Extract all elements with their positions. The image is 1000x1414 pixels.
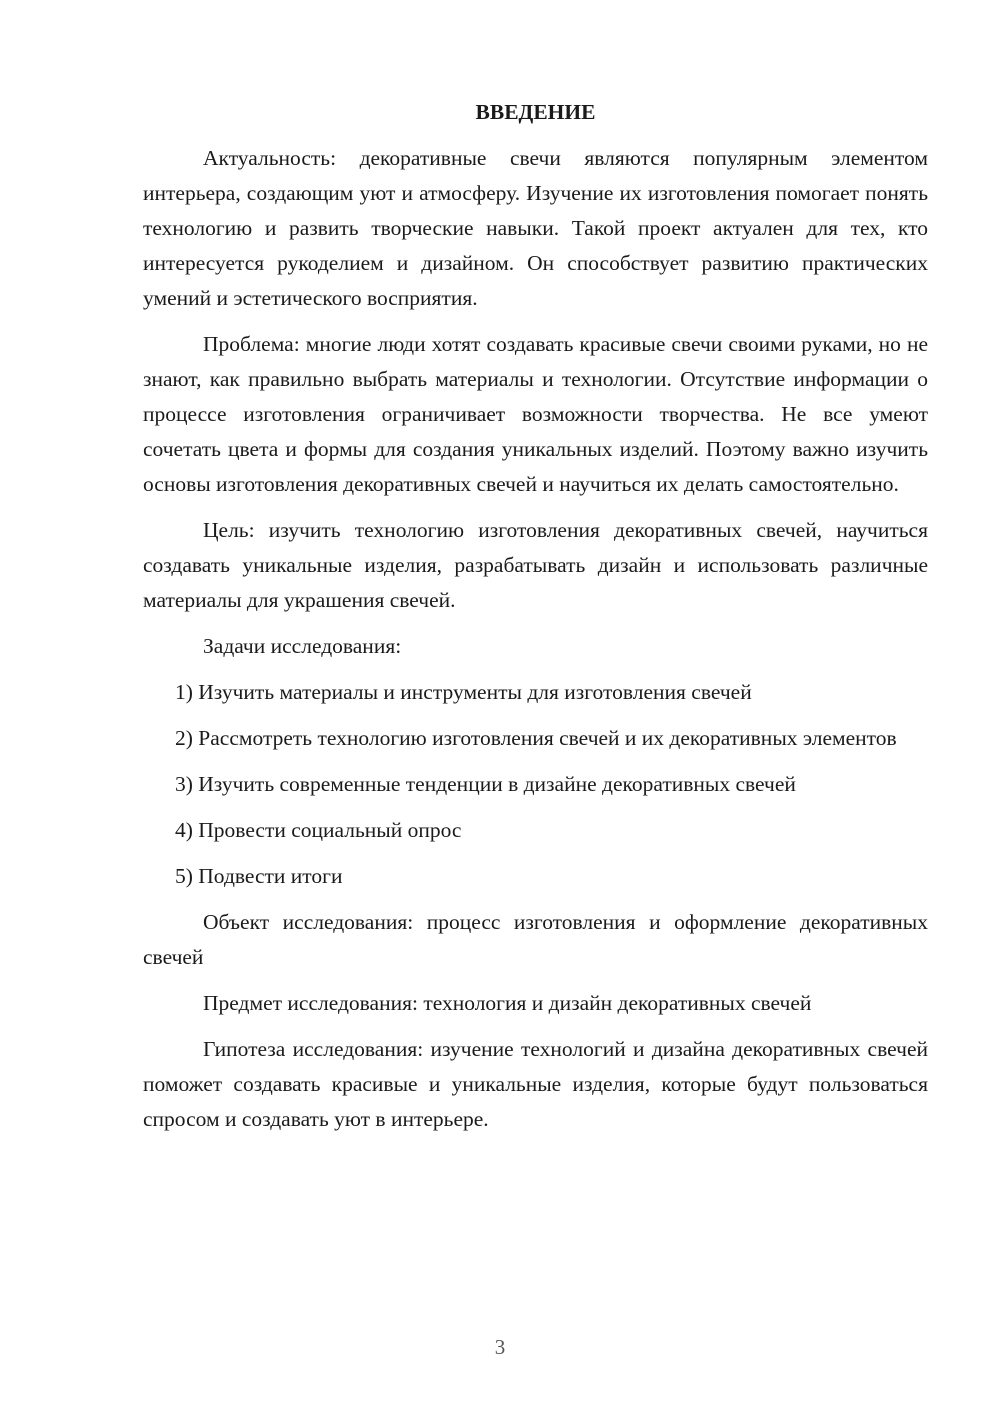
page-number: 3 <box>494 1335 506 1359</box>
relevance-paragraph: Актуальность: декоративные свечи являются популярным элементом интерьера, создающим уют и атмосферу. Изучение их изготовления помогает понять технологию и развить творческие навыки. Такой проект актуален для тех, кто интересуется рукоделием и дизайном. Он способствует развитию практических умений и эстетического восприятия. <box>143 146 928 310</box>
task-item: 2) Рассмотреть технологию изготовления свечей и их декоративных элементов <box>175 726 897 750</box>
task-item: 3) Изучить современные тенденции в дизайне декоративных свечей <box>175 772 796 796</box>
hypothesis-paragraph: Гипотеза исследования: изучение технологий и дизайна декоративных свечей поможет создавать красивые и уникальные изделия, которые будут пользоваться спросом и создавать уют в интерьере. <box>143 1037 928 1131</box>
tasks-heading: Задачи исследования: <box>203 634 402 658</box>
goal-paragraph: Цель: изучить технологию изготовления декоративных свечей, научиться создавать уникальные изделия, разрабатывать дизайн и использовать различные материалы для украшения свечей. <box>143 518 928 612</box>
object-paragraph: Объект исследования: процесс изготовления и оформление декоративных свечей <box>143 910 928 969</box>
section-title: ВВЕДЕНИЕ <box>475 100 596 124</box>
document-page <box>143 95 928 1148</box>
task-item: 1) Изучить материалы и инструменты для изготовления свечей <box>175 680 752 704</box>
task-item: 4) Провести социальный опрос <box>175 818 462 842</box>
subject-paragraph: Предмет исследования: технология и дизайн декоративных свечей <box>203 991 812 1015</box>
task-item: 5) Подвести итоги <box>175 864 343 888</box>
problem-paragraph: Проблема: многие люди хотят создавать красивые свечи своими руками, но не знают, как правильно выбрать материалы и технологии. Отсутствие информации о процессе изготовления ограничивает возможности творчества. Не все умеют сочетать цвета и формы для создания уникальных изделий. Поэтому важно изучить основы изготовления декоративных свечей и научиться их делать самостоятельно. <box>143 332 928 496</box>
